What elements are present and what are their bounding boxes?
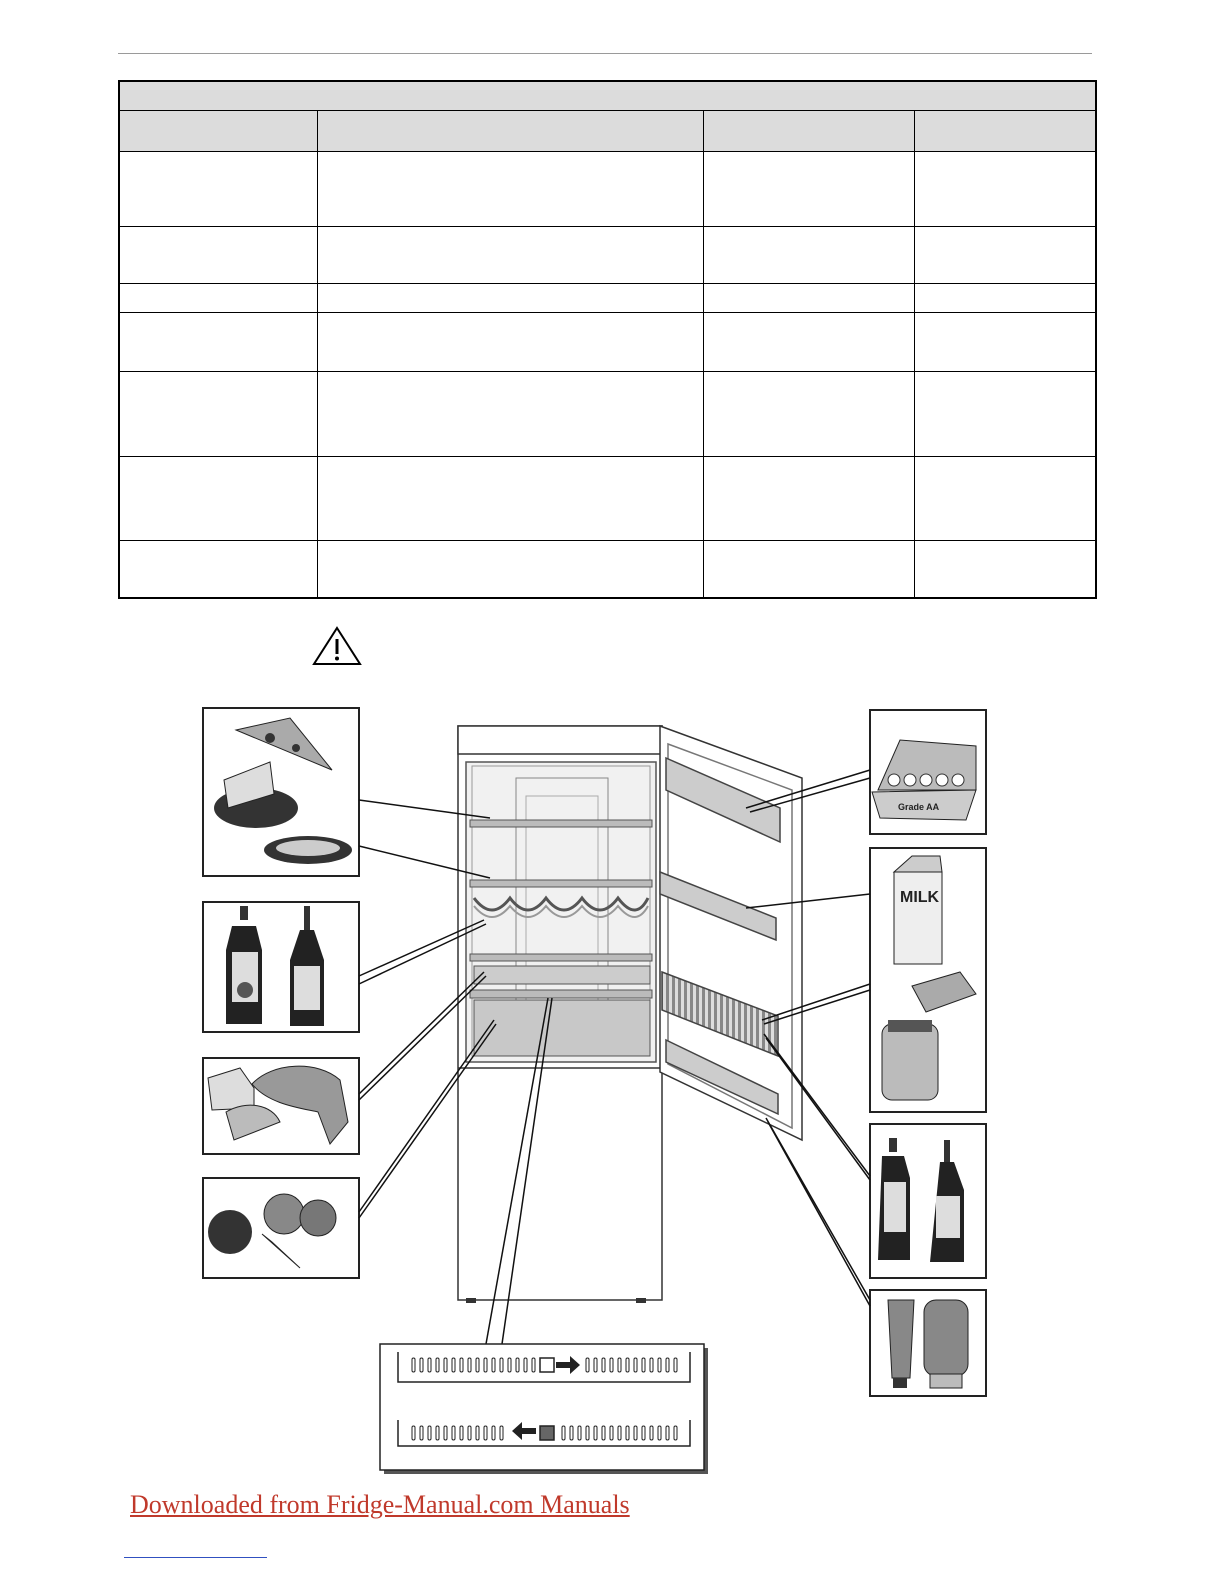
slider-tick: [578, 1426, 581, 1440]
slider-tick: [610, 1358, 613, 1372]
pizza-cake-pasta-icon: [203, 708, 359, 876]
slider-knob-open: [540, 1358, 554, 1372]
cheese-fish-meat-icon: [203, 1058, 359, 1154]
slider-tick: [634, 1358, 637, 1372]
slider-tick: [650, 1358, 653, 1372]
juice-wine-bottles-icon: [870, 1124, 986, 1278]
slider-tick: [618, 1426, 621, 1440]
slider-tick: [476, 1426, 479, 1440]
slider-tick: [428, 1358, 431, 1372]
slider-tick: [468, 1358, 471, 1372]
slider-tick: [562, 1426, 565, 1440]
slider-tick: [524, 1358, 527, 1372]
juice-wine-bottles-icon: [203, 902, 359, 1032]
slider-tick: [492, 1358, 495, 1372]
slider-tick: [436, 1358, 439, 1372]
egg-carton-label: Grade AA: [898, 802, 940, 812]
slider-tick: [492, 1426, 495, 1440]
slider-tick: [460, 1358, 463, 1372]
footer-link[interactable]: Downloaded from Fridge-Manual.com Manuals: [130, 1490, 630, 1519]
slider-tick: [516, 1358, 519, 1372]
slider-tick: [452, 1426, 455, 1440]
slider-tick: [642, 1426, 645, 1440]
milk-label: MILK: [900, 889, 940, 906]
tube-bottle-condiments-icon: [870, 1290, 986, 1396]
slider-tick: [602, 1426, 605, 1440]
slider-tick: [658, 1426, 661, 1440]
egg-carton-icon: [870, 710, 986, 834]
slider-tick: [586, 1426, 589, 1440]
slider-knob-closed: [540, 1426, 554, 1440]
slider-tick: [570, 1426, 573, 1440]
slider-tick: [594, 1426, 597, 1440]
slider-tick: [444, 1426, 447, 1440]
milk-butter-jar-icon: [870, 848, 986, 1112]
slider-tick: [674, 1358, 677, 1372]
slider-tick: [594, 1358, 597, 1372]
slider-tick: [484, 1426, 487, 1440]
slider-tick: [626, 1426, 629, 1440]
slider-tick: [420, 1426, 423, 1440]
slider-tick: [532, 1358, 535, 1372]
slider-tick: [500, 1358, 503, 1372]
slider-tick: [484, 1358, 487, 1372]
slider-tick: [642, 1358, 645, 1372]
chiller-compartment: [474, 966, 650, 984]
slider-tick: [634, 1426, 637, 1440]
slider-tick: [650, 1426, 653, 1440]
fridge-shelf: [470, 880, 652, 887]
slider-tick: [602, 1358, 605, 1372]
slider-tick: [666, 1358, 669, 1372]
crisper-drawer: [470, 990, 652, 1056]
fridge-shelf: [470, 954, 652, 961]
slider-tick: [460, 1426, 463, 1440]
slider-tick: [476, 1358, 479, 1372]
slider-tick: [610, 1426, 613, 1440]
slider-tick: [666, 1426, 669, 1440]
bottom-rule: [124, 1557, 267, 1558]
slider-tick: [452, 1358, 455, 1372]
slider-tick: [626, 1358, 629, 1372]
fruit-vegetables-icon: [203, 1178, 359, 1278]
slider-tick: [412, 1358, 415, 1372]
slider-tick: [468, 1426, 471, 1440]
slider-tick: [586, 1358, 589, 1372]
slider-tick: [658, 1358, 661, 1372]
slider-tick: [674, 1426, 677, 1440]
slider-tick: [508, 1358, 511, 1372]
slider-tick: [436, 1426, 439, 1440]
slider-tick: [618, 1358, 621, 1372]
slider-tick: [412, 1426, 415, 1440]
slider-tick: [428, 1426, 431, 1440]
slider-tick: [420, 1358, 423, 1372]
fridge-shelf: [470, 820, 652, 827]
slider-tick: [500, 1426, 503, 1440]
slider-tick: [444, 1358, 447, 1372]
